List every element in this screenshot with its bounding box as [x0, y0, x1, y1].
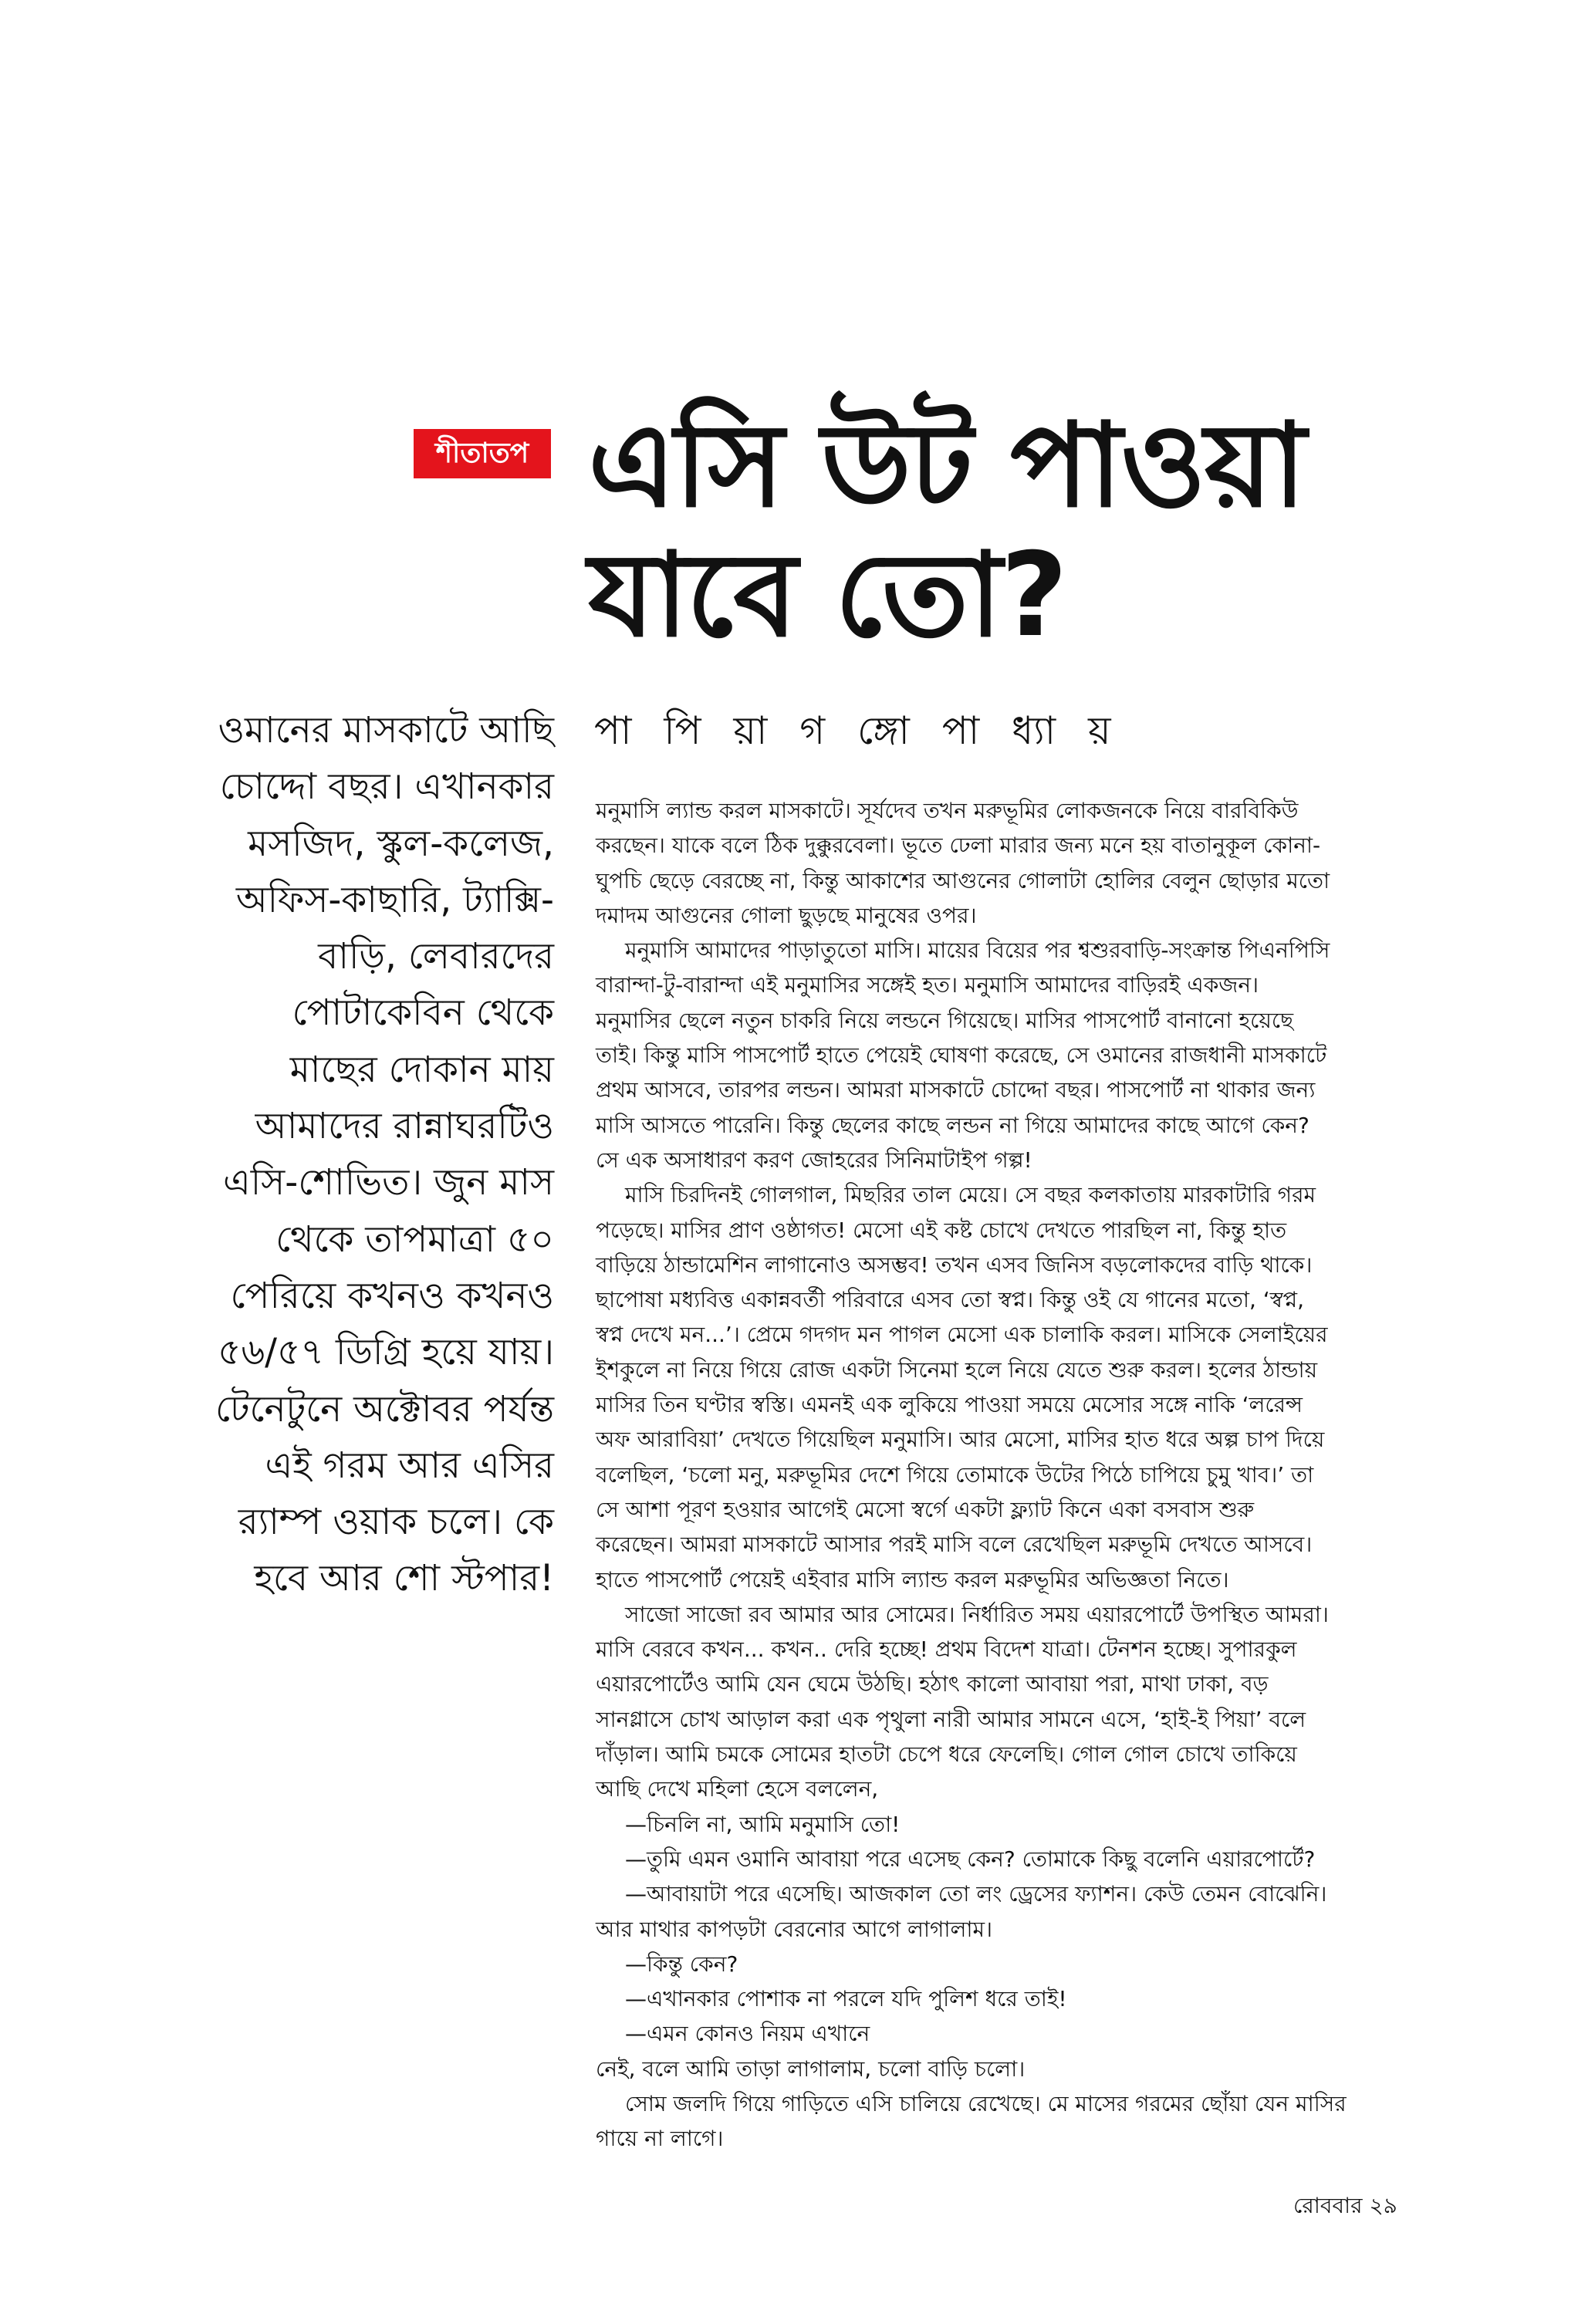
article-line: —কিন্তু কেন?: [625, 1951, 738, 1977]
article-line: —তুমি এমন ওমানি আবায়া পরে এসেছ কেন? তোমাকে কিছু বলেনি এয়ারপোর্টে?: [625, 1846, 1316, 1872]
article-line: সানগ্লাসে চোখ আড়াল করা এক পৃথুলা নারী আমার সামনে এসে, ‘হাই-ই পিয়া’ বলে: [596, 1706, 1306, 1732]
article-line: মাসির তিন ঘণ্টার স্বস্তি। এমনই এক লুকিয়ে পাওয়া সময়ে মেসোর সঙ্গে নাকি ‘লরেন্স: [596, 1392, 1303, 1418]
article-line: এয়ারপোর্টেও আমি যেন ঘেমে উঠছি। হঠাৎ কালো আবায়া পরা, মাথা ঢাকা, বড়: [596, 1671, 1269, 1697]
article-line: মনুমাসির ছেলে নতুন চাকরি নিয়ে লন্ডনে গিয়েছে। মাসির পাসপোর্ট বানানো হয়েছে: [596, 1007, 1294, 1033]
article-line: আছি দেখে মহিলা হেসে বললেন,: [596, 1776, 879, 1802]
pull-quote-line: বাড়ি, লেবারদের: [318, 935, 554, 978]
article-paragraph: [596, 1876, 1445, 1947]
article-line: বাড়িয়ে ঠান্ডামেশিন লাগানোও অসম্ভব! তখন এসব জিনিস বড়লোকদের বাড়ি থাকে।: [596, 1252, 1313, 1278]
article-line: বলেছিল, ‘চলো মনু, মরুভূমির দেশে গিয়ে তোমাকে উটের পিঠে চাপিয়ে চুমু খাব।’ তা: [596, 1461, 1314, 1488]
article-line: বারান্দা-টু-বারান্দা এই মনুমাসির সঙ্গেই হত। মনুমাসি আমাদের বাড়িরই একজন।: [596, 972, 1259, 998]
article-line: দমাদম আগুনের গোলা ছুড়ছে মানুষের ওপর।: [596, 902, 977, 928]
pull-quote-line: মসজিদ, স্কুল-কলেজ,: [248, 822, 554, 865]
pull-quote-line: এই গরম আর এসির: [265, 1444, 554, 1487]
article-line: —এমন কোনও নিয়ম এখানে: [625, 2021, 870, 2047]
pull-quote-line: চোদ্দো বছর। এখানকার: [219, 765, 554, 809]
byline: পা পি য়া গ ঙ্গো পা ধ্যা য়: [594, 708, 1114, 753]
article-paragraph: [596, 2016, 1445, 2086]
pull-quote-line: টেনেটুনে অক্টোবর পর্যন্ত: [215, 1387, 554, 1431]
pull-quote-line: ওমানের মাসকাটে আছি: [218, 709, 554, 752]
pull-quote: [161, 702, 554, 1607]
article-line: স্বপ্ন দেখে মন...’। প্রেমে গদগদ মন পাগল মেসো এক চালাকি করল। মাসিকে সেলাইয়ের: [596, 1322, 1328, 1348]
article-line: হাতে পাসপোর্ট পেয়েই এইবার মাসি ল্যান্ড করল মরুভূমির অভিজ্ঞতা নিতে।: [596, 1566, 1229, 1593]
article-paragraph: [596, 2086, 1445, 2157]
article-line: —আবায়াটা পরে এসেছি। আজকাল তো লং ড্রেসের ফ্যাশন। কেউ তেমন বোঝেনি।: [625, 1881, 1327, 1907]
pull-quote-line: মাছের দোকান মায়: [289, 1048, 554, 1091]
article-line: পড়েছে। মাসির প্রাণ ওষ্ঠাগত! মেসো এই কষ্ট চোখে দেখতে পারছিল না, কিন্তু হাত: [596, 1217, 1287, 1243]
article-line: প্রথম আসবে, তারপর লন্ডন। আমরা মাসকাটে চোদ্দো বছর। পাসপোর্ট না থাকার জন্য: [596, 1077, 1316, 1103]
article-line: করেছেন। আমরা মাসকাটে আসার পরই মাসি বলে রেখেছিল মরুভূমি দেখতে আসবে।: [596, 1532, 1313, 1558]
article-paragraph: [596, 1177, 1445, 1597]
pull-quote-line: হবে আর শো স্টপার!: [254, 1557, 554, 1600]
page-footer: রোববার ২৯: [1293, 2193, 1397, 2218]
pull-quote-line: পেরিয়ে কখনও কখনও: [230, 1274, 554, 1317]
article-line: মনুমাসি ল্যান্ড করল মাসকাটে। সূর্যদেব তখন মরুভূমির লোকজনকে নিয়ে বারবিকিউ: [596, 798, 1299, 823]
article-line: সে এক অসাধারণ করণ জোহরের সিনিমাটাইপ গল্প!: [596, 1147, 1032, 1173]
article-line: দাঁড়াল। আমি চমকে সোমের হাতটা চেপে ধরে ফেলেছি। গোল গোল চোখে তাকিয়ে: [596, 1741, 1297, 1768]
article-line: সে আশা পূরণ হওয়ার আগেই মেসো স্বর্গে একটা ফ্ল্যাট কিনে একা বসবাস শুরু: [596, 1496, 1255, 1522]
article-line: —এখানকার পোশাক না পরলে যদি পুলিশ ধরে তাই!: [625, 1986, 1067, 2012]
article-line: সোম জলদি গিয়ে গাড়িতে এসি চালিয়ে রেখেছে। মে মাসের গরমের ছোঁয়া যেন মাসির: [625, 2090, 1347, 2116]
article-line: নেই, বলে আমি তাড়া লাগালাম, চলো বাড়ি চলো।: [596, 2055, 1026, 2082]
article-line: ইশকুলে না নিয়ে গিয়ে রোজ একটা সিনেমা হলে নিয়ে যেতে শুরু করল। হলের ঠান্ডায়: [596, 1356, 1318, 1383]
article-line: ঘুপচি ছেড়ে বেরচ্ছে না, কিন্তু আকাশের আগুনের গোলাটা হোলির বেলুন ছোড়ার মতো: [596, 867, 1330, 893]
article-paragraph: [596, 1981, 1445, 2016]
article-line: মাসি আসতে পারেনি। কিন্তু ছেলের কাছে লন্ডন না গিয়ে আমাদের কাছে আগে কেন?: [596, 1112, 1309, 1138]
article-line: —চিনলি না, আমি মনুমাসি তো!: [625, 1811, 901, 1837]
pull-quote-line: এসি-শোভিত। জুন মাস: [222, 1161, 554, 1204]
headline-line: যাবে তো?: [588, 529, 1066, 663]
article-paragraph: [596, 793, 1445, 933]
pull-quote-line: থেকে তাপমাত্রা ৫০: [275, 1218, 554, 1261]
article-line: তাই। কিন্তু মাসি পাসপোর্ট হাতে পেয়েই ঘোষণা করেছে, সে ওমানের রাজধানী মাসকাটে: [596, 1042, 1327, 1069]
article-line: মাসি বেরবে কখন... কখন.. দেরি হচ্ছে! প্রথম বিদেশ যাত্রা। টেনশন হচ্ছে। সুপারকুল: [596, 1637, 1297, 1663]
article-line: করছেন। যাকে বলে ঠিক দুক্কুরবেলা। ভূতে ঢেলা মারার জন্য মনে হয় বাতানুকূল কোনা-: [596, 833, 1321, 859]
article-paragraph: [596, 1842, 1445, 1876]
article-body: [596, 793, 1445, 2157]
article-line: সাজো সাজো রব আমার আর সোমের। নির্ধারিত সময় এয়ারপোর্টে উপস্থিত আমরা।: [625, 1601, 1329, 1627]
headline: [588, 399, 1360, 663]
pull-quote-line: অফিস-কাছারি, ট্যাক্সি-: [235, 878, 554, 921]
pull-quote-line: আমাদের রান্নাঘরটিও: [255, 1105, 554, 1148]
article-paragraph: [596, 1597, 1445, 1807]
pull-quote-line: র‍্যাম্প ওয়াক চলে। কে: [238, 1501, 554, 1544]
pull-quote-line: পোটাকেবিন থেকে: [292, 991, 554, 1035]
article-line: আর মাথার কাপড়টা বেরনোর আগে লাগালাম।: [596, 1916, 993, 1942]
article-line: মনুমাসি আমাদের পাড়াতুতো মাসি। মায়ের বিয়ের পর শ্বশুরবাড়ি-সংক্রান্ত পিএনপিসি: [625, 937, 1330, 964]
article-paragraph: [596, 1807, 1445, 1842]
article-line: মাসি চিরদিনই গোলগাল, মিছরির তাল মেয়ে। সে বছর কলকাতায় মারকাটারি গরম: [625, 1182, 1316, 1208]
article-paragraph: [596, 933, 1445, 1177]
headline-line: এসি উট পাওয়া: [588, 399, 1305, 533]
article-paragraph: [596, 1947, 1445, 1981]
article-line: গায়ে না লাগে।: [596, 2126, 724, 2152]
pull-quote-line: ৫৬/৫৭ ডিগ্রি হয়ে যায়।: [218, 1331, 554, 1374]
article-line: ছাপোষা মধ্যবিত্ত একান্নবর্তী পরিবারে এসব তো স্বপ্ন। কিন্তু ওই যে গানের মতো, ‘স্বপ্ন,: [596, 1287, 1305, 1313]
section-tag: শীতাতপ: [414, 429, 551, 478]
article-line: অফ আরাবিয়া’ দেখতে গিয়েছিল মনুমাসি। আর মেসো, মাসির হাত ধরে অল্প চাপ দিয়ে: [596, 1427, 1325, 1453]
